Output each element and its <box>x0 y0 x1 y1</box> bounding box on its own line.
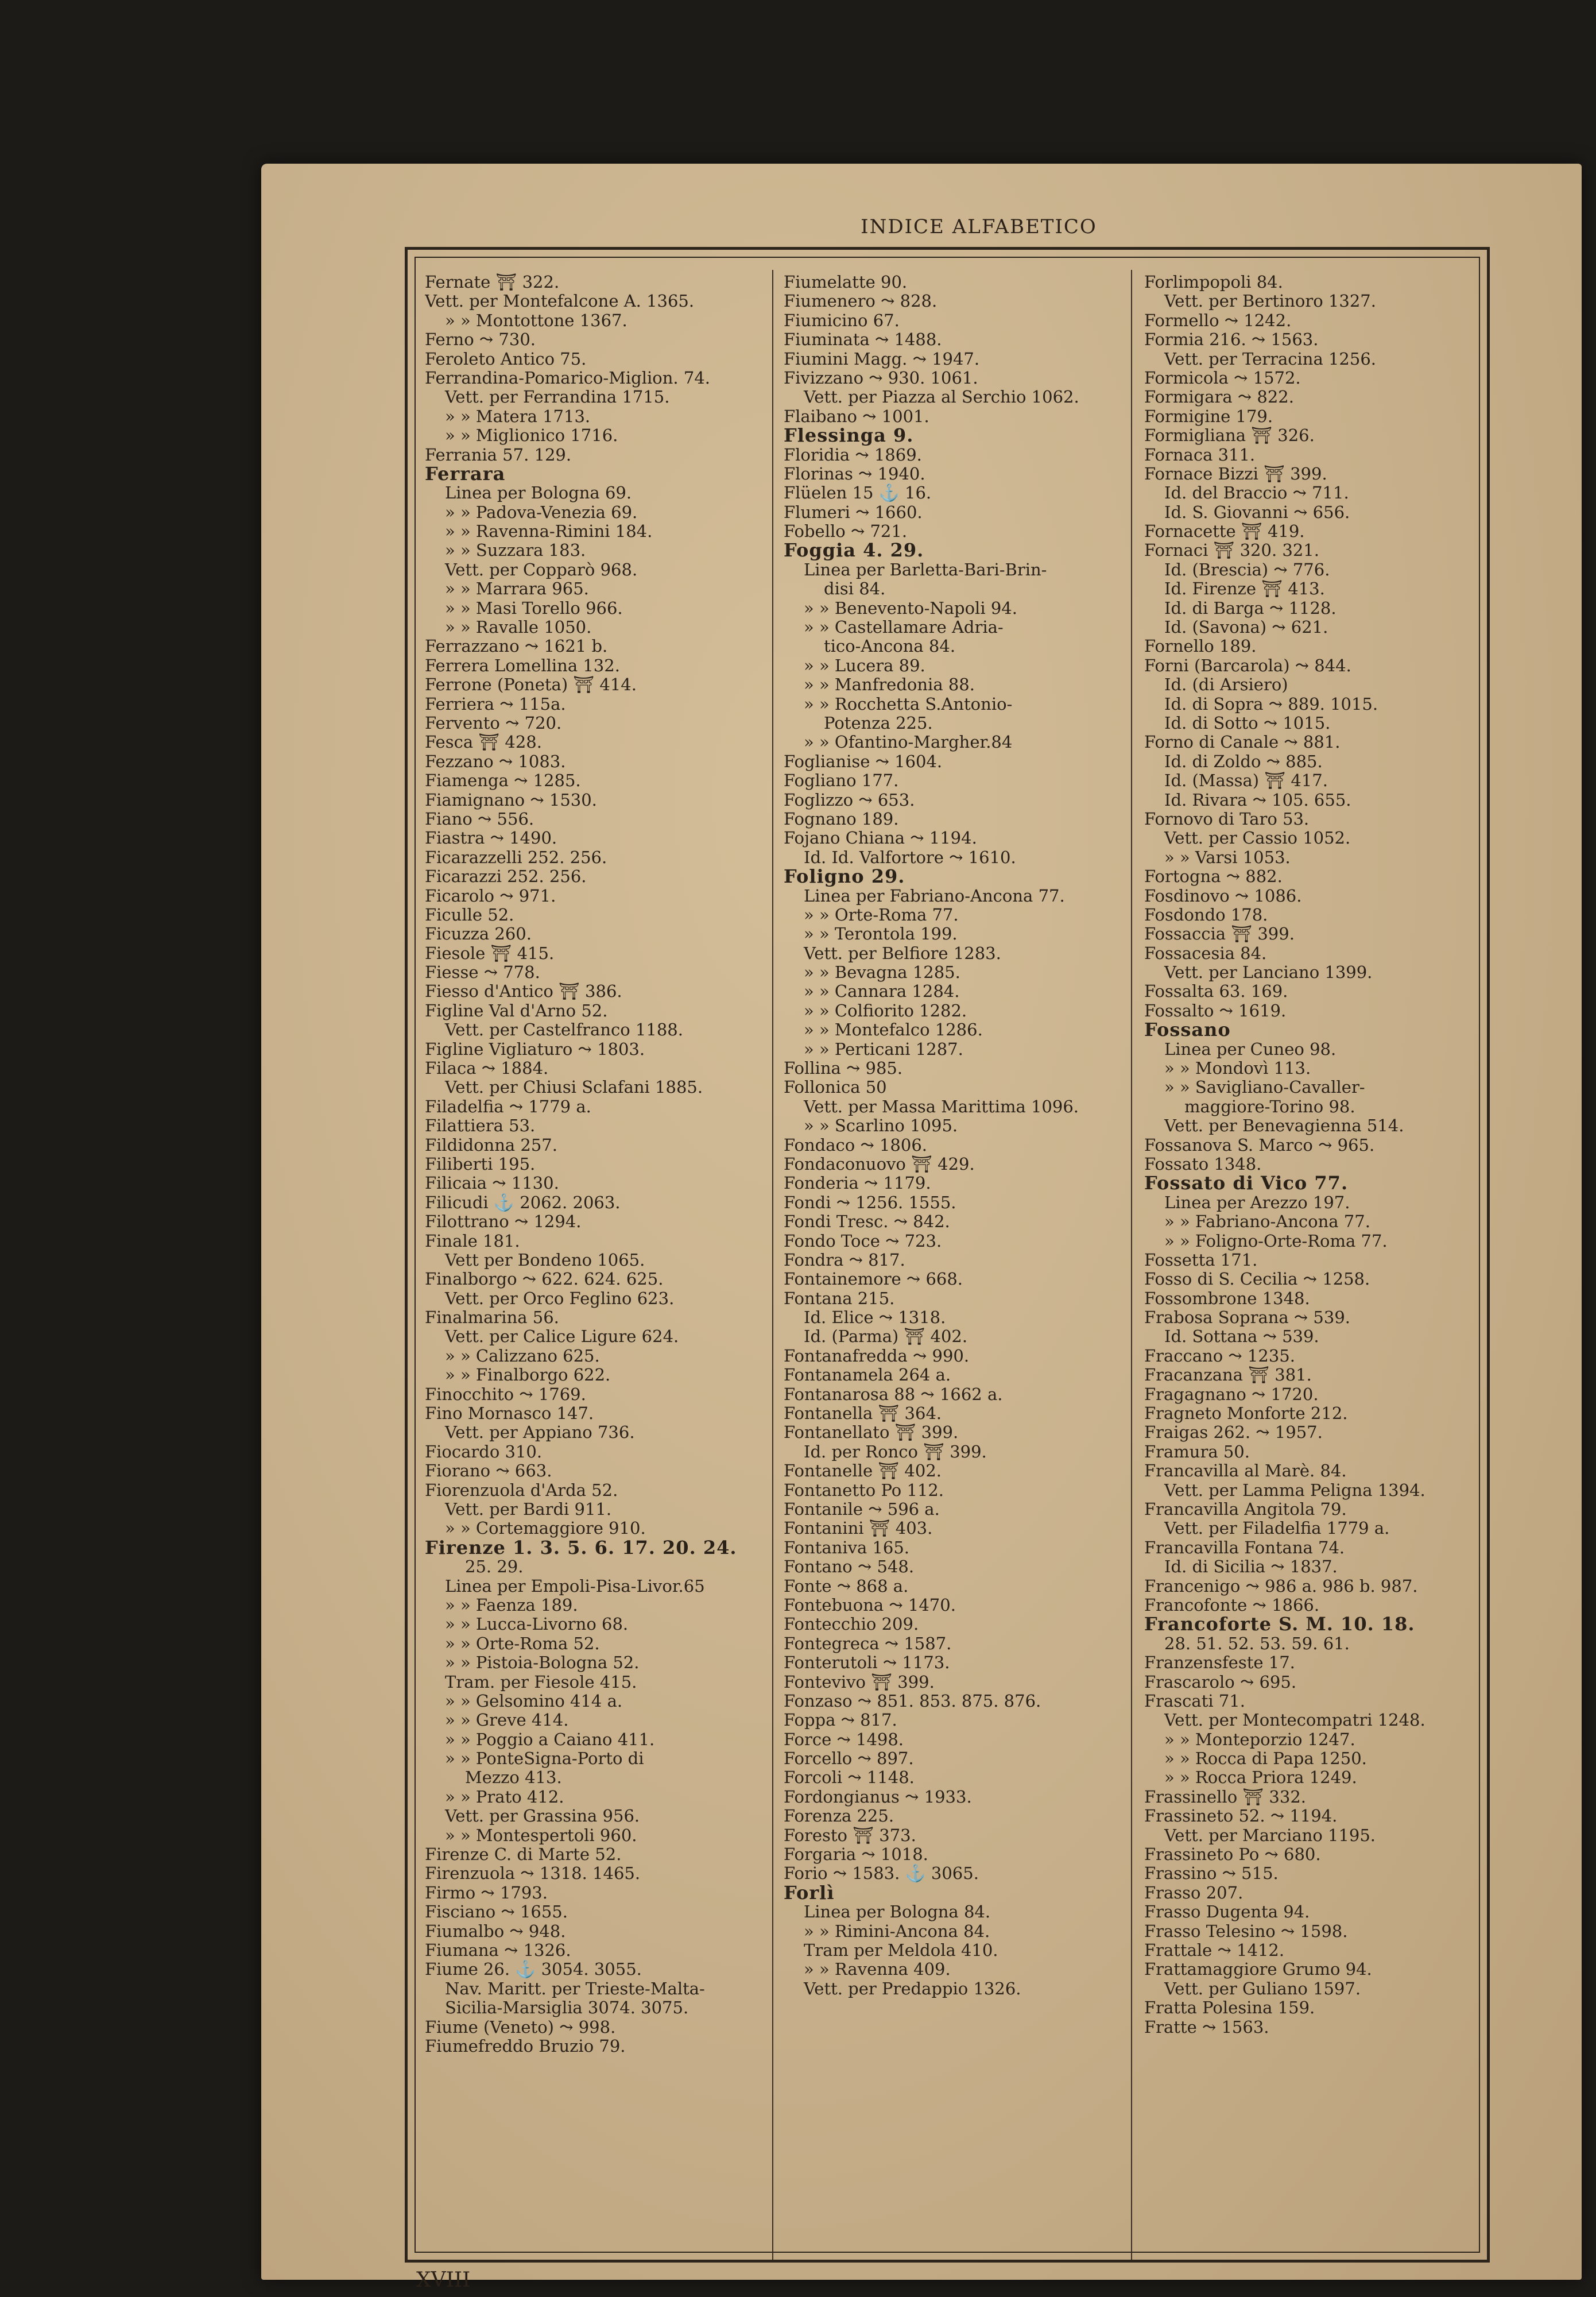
index-entry: Vett. per Copparò 968. <box>445 560 638 579</box>
index-entry: Id. (Brescia) ⤳ 776. <box>1164 560 1330 579</box>
index-entry: Frasso Dugenta 94. <box>1144 1902 1310 1922</box>
index-entry: Fossalta 63. 169. <box>1144 982 1288 1001</box>
index-entry: Linea per Arezzo 197. <box>1164 1193 1350 1212</box>
index-entry: Formia 216. ⤳ 1563. <box>1144 330 1319 350</box>
index-entry: Fontevivo ⛩ 399. <box>784 1672 935 1692</box>
index-entry: Fossetta 171. <box>1144 1250 1258 1270</box>
index-entry: Firenze C. di Marte 52. <box>425 1845 622 1865</box>
index-entry: Fondaco ⤳ 1806. <box>784 1135 927 1155</box>
index-entry: Fornovo di Taro 53. <box>1144 809 1310 829</box>
index-column-1 <box>425 273 769 2257</box>
index-entry: Fontegreca ⤳ 1587. <box>784 1634 952 1653</box>
index-entry: » » Montespertoli 960. <box>445 1826 637 1845</box>
index-entry: » » Pistoia-Bologna 52. <box>445 1653 640 1673</box>
index-entry: Frasso 207. <box>1144 1883 1244 1902</box>
index-entry: Follonica 50 <box>784 1078 887 1097</box>
index-column-3 <box>1144 273 1489 2257</box>
index-entry: Fiumicino 67. <box>784 311 900 330</box>
index-entry: » » Montefalco 1286. <box>804 1020 983 1040</box>
index-entry: Vett. per Bertinoro 1327. <box>1164 292 1376 311</box>
index-entry: Fossaccia ⛩ 399. <box>1144 925 1295 944</box>
index-entry: Fontanini ⛩ 403. <box>784 1519 933 1538</box>
index-entry: Fornello 189. <box>1144 637 1257 656</box>
index-entry: Id. di Barga ⤳ 1128. <box>1164 598 1337 618</box>
index-entry: Forenza 225. <box>784 1807 894 1826</box>
index-entry: Filicudi ⚓ 2062. 2063. <box>425 1193 621 1212</box>
index-entry: Florinas ⤳ 1940. <box>784 464 925 484</box>
index-entry: » » Scarlino 1095. <box>804 1116 958 1136</box>
index-entry: Fiorano ⤳ 663. <box>425 1461 552 1481</box>
index-entry: Fernate ⛩ 322. <box>425 273 560 292</box>
index-entry: Id. (Savona) ⤳ 621. <box>1164 618 1328 637</box>
column-divider <box>1131 270 1132 2260</box>
index-entry: Vett. per Montefalcone A. 1365. <box>425 292 695 311</box>
index-entry: Frassineto Po ⤳ 680. <box>1144 1845 1321 1865</box>
index-entry: Frascarolo ⤳ 695. <box>1144 1672 1297 1692</box>
index-entry: Foresto ⛩ 373. <box>784 1826 916 1845</box>
index-entry: Fontanella ⛩ 364. <box>784 1404 942 1424</box>
index-entry: Vett per Bondeno 1065. <box>445 1250 645 1270</box>
index-entry: Forgaria ⤳ 1018. <box>784 1845 928 1865</box>
index-entry: Formigliana ⛩ 326. <box>1144 426 1315 446</box>
index-entry: Vett. per Predappio 1326. <box>804 1979 1021 1998</box>
index-entry: Fonzaso ⤳ 851. 853. 875. 876. <box>784 1691 1041 1711</box>
index-entry: Vett. per Chiusi Sclafani 1885. <box>445 1078 703 1097</box>
index-entry: Id. Firenze ⛩ 413. <box>1164 579 1325 599</box>
index-entry: Ferrazzano ⤳ 1621 b. <box>425 637 608 656</box>
index-entry: Vett. per Marciano 1195. <box>1164 1826 1376 1845</box>
index-entry: Frattale ⤳ 1412. <box>1144 1940 1285 1960</box>
index-entry: » » Ravalle 1050. <box>445 618 592 637</box>
index-entry: » » Ravenna 409. <box>804 1960 951 1979</box>
index-entry: Framura 50. <box>1144 1442 1250 1461</box>
index-entry: Ferrone (Poneta) ⛩ 414. <box>425 675 637 695</box>
index-entry: Floridia ⤳ 1869. <box>784 445 922 465</box>
index-entry: Ferriera ⤳ 115a. <box>425 694 566 714</box>
index-entry: Fontanarosa 88 ⤳ 1662 a. <box>784 1385 1003 1404</box>
index-entry: Id. del Braccio ⤳ 711. <box>1164 484 1349 503</box>
index-entry: Forno di Canale ⤳ 881. <box>1144 733 1341 752</box>
index-entry: Frasso Telesino ⤳ 1598. <box>1144 1921 1348 1941</box>
index-entry: Fiumelatte 90. <box>784 273 908 292</box>
index-entry: Linea per Empoli-Pisa-Livor.65 <box>445 1576 705 1596</box>
index-heading: Francoforte S. M. 10. 18. <box>1144 1615 1415 1634</box>
index-entry: maggiore-Torino 98. <box>1184 1097 1355 1116</box>
index-entry: Fontana 215. <box>784 1289 895 1308</box>
index-entry: » » Gelsomino 414 a. <box>445 1691 623 1711</box>
index-entry: Nav. Maritt. per Trieste-Malta- <box>445 1979 705 1998</box>
index-entry: » » Castellamare Adria- <box>804 618 1004 637</box>
index-entry: Forcello ⤳ 897. <box>784 1749 914 1769</box>
index-entry: Vett. per Belfiore 1283. <box>804 943 1001 963</box>
index-entry: » » Masi Torello 966. <box>445 598 623 618</box>
index-entry: Fobello ⤳ 721. <box>784 522 908 542</box>
index-entry: Firmo ⤳ 1793. <box>425 1883 548 1902</box>
index-entry: Flumeri ⤳ 1660. <box>784 502 923 522</box>
index-entry: Fosso di S. Cecilia ⤳ 1258. <box>1144 1270 1370 1289</box>
index-entry: » » Terontola 199. <box>804 925 958 944</box>
index-entry: Filadelfia ⤳ 1779 a. <box>425 1097 591 1116</box>
index-entry: Linea per Cuneo 98. <box>1164 1039 1337 1059</box>
index-entry: Flaibano ⤳ 1001. <box>784 407 929 426</box>
index-entry: Id. di Sopra ⤳ 889. 1015. <box>1164 694 1378 714</box>
index-entry: Fiorenzuola d'Arda 52. <box>425 1480 618 1500</box>
index-entry: Filicaia ⤳ 1130. <box>425 1174 559 1193</box>
index-entry: Foglianise ⤳ 1604. <box>784 752 943 771</box>
index-entry: » » Ravenna-Rimini 184. <box>445 522 653 542</box>
index-entry: Filiberti 195. <box>425 1154 536 1174</box>
index-entry: Id. (di Arsiero) <box>1164 675 1288 695</box>
index-entry: » » Cortemaggiore 910. <box>445 1519 646 1538</box>
index-entry: Linea per Bologna 84. <box>804 1902 991 1922</box>
index-entry: Fragneto Monforte 212. <box>1144 1404 1348 1424</box>
index-entry: Figline Vigliaturo ⤳ 1803. <box>425 1039 645 1059</box>
index-entry: Id. di Sicilia ⤳ 1837. <box>1164 1557 1338 1577</box>
index-entry: Vett. per Lanciano 1399. <box>1164 963 1373 983</box>
index-entry: Vett. per Orco Feglino 623. <box>445 1289 675 1308</box>
index-entry: Finocchito ⤳ 1769. <box>425 1385 586 1404</box>
index-entry: » » Faenza 189. <box>445 1595 578 1615</box>
index-heading: Flessinga 9. <box>784 426 914 446</box>
index-entry: Id. Id. Valfortore ⤳ 1610. <box>804 848 1016 867</box>
index-entry: Fognano 189. <box>784 809 899 829</box>
index-heading: Ferrara <box>425 464 506 484</box>
book-page <box>261 164 1582 2292</box>
index-entry: Fiumana ⤳ 1326. <box>425 1940 571 1960</box>
index-entry: Fontanelle ⛩ 402. <box>784 1461 942 1481</box>
index-entry: Formello ⤳ 1242. <box>1144 311 1292 330</box>
index-entry: Id. per Ronco ⛩ 399. <box>804 1442 987 1461</box>
index-entry: Fornaci ⛩ 320. 321. <box>1144 541 1319 560</box>
index-entry: Fondi Tresc. ⤳ 842. <box>784 1212 950 1232</box>
index-entry: Filaca ⤳ 1884. <box>425 1059 549 1078</box>
index-entry: Foppa ⤳ 817. <box>784 1711 897 1730</box>
index-entry: Fratte ⤳ 1563. <box>1144 2017 1269 2037</box>
index-entry: » » Cannara 1284. <box>804 982 960 1001</box>
index-entry: » » Fabriano-Ancona 77. <box>1164 1212 1370 1232</box>
index-entry: Id. di Zoldo ⤳ 885. <box>1164 752 1323 771</box>
index-entry: Fondra ⤳ 817. <box>784 1250 905 1270</box>
index-entry: » » Lucera 89. <box>804 656 925 675</box>
index-entry: » » Poggio a Caiano 411. <box>445 1730 655 1749</box>
index-entry: Vett. per Guliano 1597. <box>1164 1979 1361 1998</box>
index-entry: disi 84. <box>824 579 886 599</box>
index-entry: Linea per Barletta-Bari-Brin- <box>804 560 1047 579</box>
index-entry: » » Colfiorito 1282. <box>804 1001 967 1020</box>
index-entry: Vett. per Massa Marittima 1096. <box>804 1097 1079 1116</box>
index-entry: Vett. per Piazza al Serchio 1062. <box>804 388 1079 407</box>
index-entry: Filottrano ⤳ 1294. <box>425 1212 582 1232</box>
index-entry: Fiesse ⤳ 778. <box>425 963 540 983</box>
index-entry: » » Calizzano 625. <box>445 1346 600 1366</box>
index-entry: Mezzo 413. <box>465 1768 562 1788</box>
index-entry: Ficarazzi 252. 256. <box>425 867 587 887</box>
index-entry: Ficarolo ⤳ 971. <box>425 886 556 906</box>
index-column-2 <box>784 273 1128 2257</box>
index-heading: Fossato di Vico 77. <box>1144 1174 1349 1193</box>
index-entry: Ferrera Lomellina 132. <box>425 656 620 675</box>
index-heading: Foligno 29. <box>784 867 905 887</box>
index-entry: Frassinello ⛩ 332. <box>1144 1787 1306 1807</box>
index-entry: » » Foligno-Orte-Roma 77. <box>1164 1231 1388 1251</box>
index-entry: Formigine 179. <box>1144 407 1273 426</box>
index-entry: » » Perticani 1287. <box>804 1039 963 1059</box>
index-entry: » » Monteporzio 1247. <box>1164 1730 1355 1749</box>
index-entry: » » Padova-Venezia 69. <box>445 502 638 522</box>
index-entry: » » Bevagna 1285. <box>804 963 960 983</box>
index-entry: Fiumenero ⤳ 828. <box>784 292 938 311</box>
index-entry: Fervento ⤳ 720. <box>425 713 562 733</box>
index-entry: Forni (Barcarola) ⤳ 844. <box>1144 656 1351 675</box>
index-entry: » » Montottone 1367. <box>445 311 627 330</box>
index-entry: Tram. per Fiesole 415. <box>445 1672 637 1692</box>
index-entry: Fossalto ⤳ 1619. <box>1144 1001 1287 1020</box>
index-entry: Ficarazzelli 252. 256. <box>425 848 607 867</box>
index-entry: » » Matera 1713. <box>445 407 591 426</box>
index-entry: Fossacesia 84. <box>1144 943 1267 963</box>
index-entry: Fontebuona ⤳ 1470. <box>784 1595 956 1615</box>
index-entry: Francavilla Fontana 74. <box>1144 1538 1345 1557</box>
index-entry: Fontainemore ⤳ 668. <box>784 1270 963 1289</box>
index-entry: Fossombrone 1348. <box>1144 1289 1310 1308</box>
index-entry: Fezzano ⤳ 1083. <box>425 752 566 771</box>
index-entry: Tram per Meldola 410. <box>804 1940 998 1960</box>
index-entry: Franzensfeste 17. <box>1144 1653 1295 1673</box>
index-entry: Fontanamela 264 a. <box>784 1366 951 1385</box>
index-entry: Fossanova S. Marco ⤳ 965. <box>1144 1135 1375 1155</box>
index-entry: » » Miglionico 1716. <box>445 426 618 446</box>
index-entry: Fondi ⤳ 1256. 1555. <box>784 1193 956 1212</box>
index-entry: Fiumini Magg. ⤳ 1947. <box>784 349 980 369</box>
index-entry: Finalmarina 56. <box>425 1308 559 1328</box>
index-entry: Fojano Chiana ⤳ 1194. <box>784 829 977 848</box>
index-entry: Fontano ⤳ 548. <box>784 1557 915 1577</box>
index-entry: Fortogna ⤳ 882. <box>1144 867 1283 887</box>
index-entry: Fiastra ⤳ 1490. <box>425 829 557 848</box>
index-entry: Force ⤳ 1498. <box>784 1730 904 1749</box>
index-entry: Vett. per Lamma Peligna 1394. <box>1164 1480 1425 1500</box>
index-entry: Firenzuola ⤳ 1318. 1465. <box>425 1864 641 1884</box>
index-entry: Finalborgo ⤳ 622. 624. 625. <box>425 1270 664 1289</box>
index-entry: » » Suzzara 183. <box>445 541 586 560</box>
index-heading: Forlì <box>784 1883 835 1903</box>
index-entry: » » Rocchetta S.Antonio- <box>804 694 1013 714</box>
index-entry: Fiume (Veneto) ⤳ 998. <box>425 2017 616 2037</box>
index-entry: Fiesole ⛩ 415. <box>425 943 555 963</box>
index-entry: Frattamaggiore Grumo 94. <box>1144 1960 1372 1979</box>
index-entry: Fontanile ⤳ 596 a. <box>784 1500 940 1519</box>
index-entry: Ferrandina-Pomarico-Miglion. 74. <box>425 368 710 388</box>
index-heading: Fossano <box>1144 1020 1231 1040</box>
index-entry: Vett. per Bardi 911. <box>445 1500 612 1519</box>
index-entry: Filattiera 53. <box>425 1116 536 1136</box>
index-entry: » » Orte-Roma 77. <box>804 905 959 925</box>
index-entry: Ficuzza 260. <box>425 925 532 944</box>
index-entry: Foglizzo ⤳ 653. <box>784 790 915 810</box>
index-entry: » » Greve 414. <box>445 1711 569 1730</box>
index-entry: Feroleto Antico 75. <box>425 349 587 369</box>
index-entry: Id. di Sotto ⤳ 1015. <box>1164 713 1331 733</box>
index-heading: Firenze 1. 3. 5. 6. 17. 20. 24. <box>425 1538 737 1558</box>
index-entry: » » Rocca Priora 1249. <box>1164 1768 1357 1788</box>
index-entry: Vett. per Ferrandina 1715. <box>445 388 670 407</box>
index-entry: Frassineto 52. ⤳ 1194. <box>1144 1807 1338 1826</box>
index-entry: tico-Ancona 84. <box>824 637 956 656</box>
index-entry: Formicola ⤳ 1572. <box>1144 368 1301 388</box>
index-entry: Ferrania 57. 129. <box>425 445 572 465</box>
index-entry: Vett. per Grassina 956. <box>445 1807 640 1826</box>
index-entry: Fontanetto Po 112. <box>784 1480 944 1500</box>
index-entry: 25. 29. <box>465 1557 524 1577</box>
index-entry: Fogliano 177. <box>784 771 899 791</box>
index-entry: Fonterutoli ⤳ 1173. <box>784 1653 950 1673</box>
index-entry: Fildidonna 257. <box>425 1135 557 1155</box>
index-entry: Vett. per Benevagienna 514. <box>1164 1116 1404 1136</box>
index-entry: » » Ofantino-Margher.84 <box>804 733 1013 752</box>
index-entry: Fraigas 262. ⤳ 1957. <box>1144 1423 1323 1443</box>
index-entry: Frascati 71. <box>1144 1691 1245 1711</box>
index-entry: Fonderia ⤳ 1179. <box>784 1174 931 1193</box>
index-entry: Vett. per Montecompatri 1248. <box>1164 1711 1425 1730</box>
index-entry: Ficulle 52. <box>425 905 514 925</box>
index-entry: Fragagnano ⤳ 1720. <box>1144 1385 1319 1404</box>
index-entry: Francofonte ⤳ 1866. <box>1144 1595 1320 1615</box>
index-entry: Fornace Bizzi ⛩ 399. <box>1144 464 1327 484</box>
index-entry: Fiuminata ⤳ 1488. <box>784 330 942 350</box>
index-entry: » » Savigliano-Cavaller- <box>1164 1078 1365 1097</box>
index-entry: Forcoli ⤳ 1148. <box>784 1768 915 1788</box>
page-header: INDICE ALFABETICO <box>861 215 1097 238</box>
index-entry: » » Marrara 965. <box>445 579 589 599</box>
index-entry: Fisciano ⤳ 1655. <box>425 1902 568 1922</box>
index-entry: Fondaconuovo ⛩ 429. <box>784 1154 975 1174</box>
index-entry: Fracanzana ⛩ 381. <box>1144 1366 1312 1385</box>
index-entry: Fesca ⛩ 428. <box>425 733 542 752</box>
index-entry: Fiumalbo ⤳ 948. <box>425 1921 566 1941</box>
index-entry: Finale 181. <box>425 1231 520 1251</box>
index-entry: Frassino ⤳ 515. <box>1144 1864 1279 1884</box>
index-entry: Francavilla Angitola 79. <box>1144 1500 1347 1519</box>
index-entry: Francavilla al Marè. 84. <box>1144 1461 1347 1481</box>
index-entry: Fino Mornasco 147. <box>425 1404 594 1424</box>
index-entry: Follina ⤳ 985. <box>784 1059 903 1078</box>
index-entry: » » Lucca-Livorno 68. <box>445 1615 629 1634</box>
index-entry: Fosdondo 178. <box>1144 905 1268 925</box>
index-entry: » » Rimini-Ancona 84. <box>804 1921 990 1941</box>
index-entry: Linea per Bologna 69. <box>445 484 632 503</box>
index-entry: Fontanellato ⛩ 399. <box>784 1423 959 1443</box>
index-entry: » » Manfredonia 88. <box>804 675 975 695</box>
index-entry: Fosdinovo ⤳ 1086. <box>1144 886 1302 906</box>
index-entry: 28. 51. 52. 53. 59. 61. <box>1164 1634 1350 1653</box>
index-entry: Fondo Toce ⤳ 723. <box>784 1231 942 1251</box>
index-entry: Fiamignano ⤳ 1530. <box>425 790 597 810</box>
index-entry: Figline Val d'Arno 52. <box>425 1001 608 1020</box>
index-entry: Fiano ⤳ 556. <box>425 809 534 829</box>
index-entry: Id. Elice ⤳ 1318. <box>804 1308 946 1328</box>
index-entry: Id. Rivara ⤳ 105. 655. <box>1164 790 1351 810</box>
index-entry: Fontanafredda ⤳ 990. <box>784 1346 970 1366</box>
index-entry: Fivizzano ⤳ 930. 1061. <box>784 368 978 388</box>
index-entry: Fossato 1348. <box>1144 1154 1262 1174</box>
index-entry: Vett. per Appiano 736. <box>445 1423 635 1443</box>
index-entry: Frabosa Soprana ⤳ 539. <box>1144 1308 1351 1328</box>
index-entry: Forio ⤳ 1583. ⚓ 3065. <box>784 1864 979 1884</box>
index-entry: Potenza 225. <box>824 713 933 733</box>
index-entry: » » Mondovì 113. <box>1164 1059 1311 1078</box>
index-entry: Id. S. Giovanni ⤳ 656. <box>1164 502 1350 522</box>
index-entry: Vett. per Filadelfia 1779 a. <box>1164 1519 1390 1538</box>
index-entry: Vett. per Castelfranco 1188. <box>445 1020 683 1040</box>
index-entry: » » PonteSigna-Porto di <box>445 1749 644 1769</box>
index-entry: Id. (Massa) ⛩ 417. <box>1164 771 1328 791</box>
page-number: XVIII <box>416 2268 471 2292</box>
index-entry: Flüelen 15 ⚓ 16. <box>784 484 932 503</box>
index-entry: Fraccano ⤳ 1235. <box>1144 1346 1295 1366</box>
column-divider <box>772 270 773 2260</box>
index-entry: Formigara ⤳ 822. <box>1144 388 1294 407</box>
index-entry: Vett. per Terracina 1256. <box>1164 349 1376 369</box>
index-entry: Forlimpopoli 84. <box>1144 273 1283 292</box>
index-entry: Fiocardo 310. <box>425 1442 543 1461</box>
index-entry: » » Prato 412. <box>445 1787 564 1807</box>
index-entry: Fiesso d'Antico ⛩ 386. <box>425 982 622 1001</box>
index-entry: » » Rocca di Papa 1250. <box>1164 1749 1367 1769</box>
index-entry: Fordongianus ⤳ 1933. <box>784 1787 972 1807</box>
index-entry: Fontecchio 209. <box>784 1615 919 1634</box>
index-entry: Francenigo ⤳ 986 a. 986 b. 987. <box>1144 1576 1418 1596</box>
index-entry: » » Varsi 1053. <box>1164 848 1291 867</box>
index-entry: Id. (Parma) ⛩ 402. <box>804 1327 968 1347</box>
index-entry: Fornacette ⛩ 419. <box>1144 522 1305 542</box>
index-entry: Fonte ⤳ 868 a. <box>784 1576 909 1596</box>
index-entry: Fornaca 311. <box>1144 445 1256 465</box>
index-entry: Sicilia-Marsiglia 3074. 3075. <box>445 1998 689 2018</box>
index-entry: Fiume 26. ⚓ 3054. 3055. <box>425 1960 642 1979</box>
index-entry: Id. Sottana ⤳ 539. <box>1164 1327 1319 1347</box>
index-entry: » » Orte-Roma 52. <box>445 1634 600 1653</box>
index-entry: Fiumefreddo Bruzio 79. <box>425 2036 626 2056</box>
index-entry: Ferno ⤳ 730. <box>425 330 536 350</box>
index-entry: Linea per Fabriano-Ancona 77. <box>804 886 1065 906</box>
index-entry: Vett. per Cassio 1052. <box>1164 829 1351 848</box>
index-heading: Foggia 4. 29. <box>784 541 924 560</box>
index-entry: Fratta Polesina 159. <box>1144 1998 1315 2018</box>
index-entry: Vett. per Calice Ligure 624. <box>445 1327 679 1347</box>
index-entry: » » Benevento-Napoli 94. <box>804 598 1017 618</box>
index-entry: Fontaniva 165. <box>784 1538 910 1557</box>
index-entry: » » Finalborgo 622. <box>445 1366 611 1385</box>
index-entry: Fiamenga ⤳ 1285. <box>425 771 581 791</box>
